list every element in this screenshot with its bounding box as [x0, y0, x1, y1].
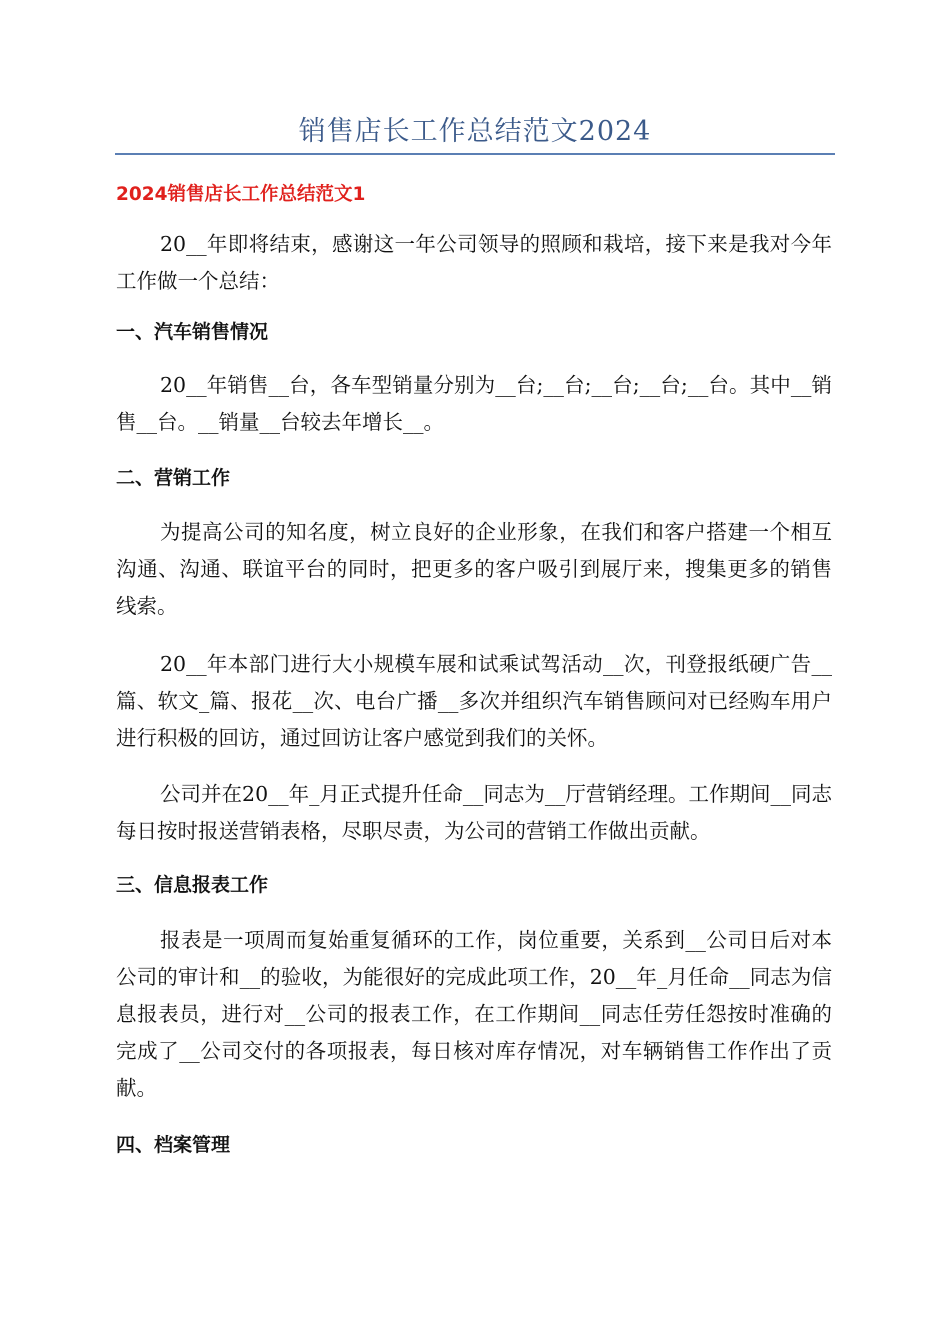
section-heading-archives: 四、档案管理	[116, 1134, 231, 1156]
section-paragraph: 报表是一项周而复始重复循环的工作，岗位重要，关系到__公司日后对本公司的审计和__的验收，为能很好的完成此项工作，20__年_月任命__同志为信息报表员，进行对__公司的报表工作，在工作期间__同志任劳任怨按时准确的完成了__公司交付的各项报表，每日核对库存情况，对车辆销售工作作出了贡献。	[116, 928, 832, 1100]
intro-paragraph: 20__年即将结束，感谢这一年公司领导的照顾和栽培，接下来是我对今年工作做一个总结：	[116, 232, 832, 293]
section-paragraph: 为提高公司的知名度，树立良好的企业形象，在我们和客户搭建一个相互沟通、沟通、联谊平台的同时，把更多的客户吸引到展厅来，搜集更多的销售线索。	[116, 520, 832, 618]
section-heading-reports: 三、信息报表工作	[116, 874, 269, 896]
document-title: 销售店长工作总结范文2024	[298, 116, 652, 147]
section-heading-marketing: 二、营销工作	[116, 467, 231, 489]
section-paragraph: 公司并在20__年_月正式提升任命__同志为__厅营销经理。工作期间__同志每日按时报送营销表格，尽职尽责，为公司的营销工作做出贡献。	[116, 782, 832, 843]
section-paragraph: 20__年销售__台，各车型销量分别为__台;__台;__台;__台;__台。其中__销售__台。__销量__台较去年增长__。	[116, 373, 832, 434]
title-underline	[115, 153, 835, 155]
section-heading-sales: 一、汽车销售情况	[116, 321, 269, 343]
section-paragraph: 20__年本部门进行大小规模车展和试乘试驾活动__次，刊登报纸硬广告__篇、软文_篇、报花__次、电台广播__多次并组织汽车销售顾问对已经购车用户进行积极的回访，通过回访让客户感觉到我们的关怀。	[116, 652, 832, 750]
document-subtitle: 2024销售店长工作总结范文1	[116, 184, 366, 205]
